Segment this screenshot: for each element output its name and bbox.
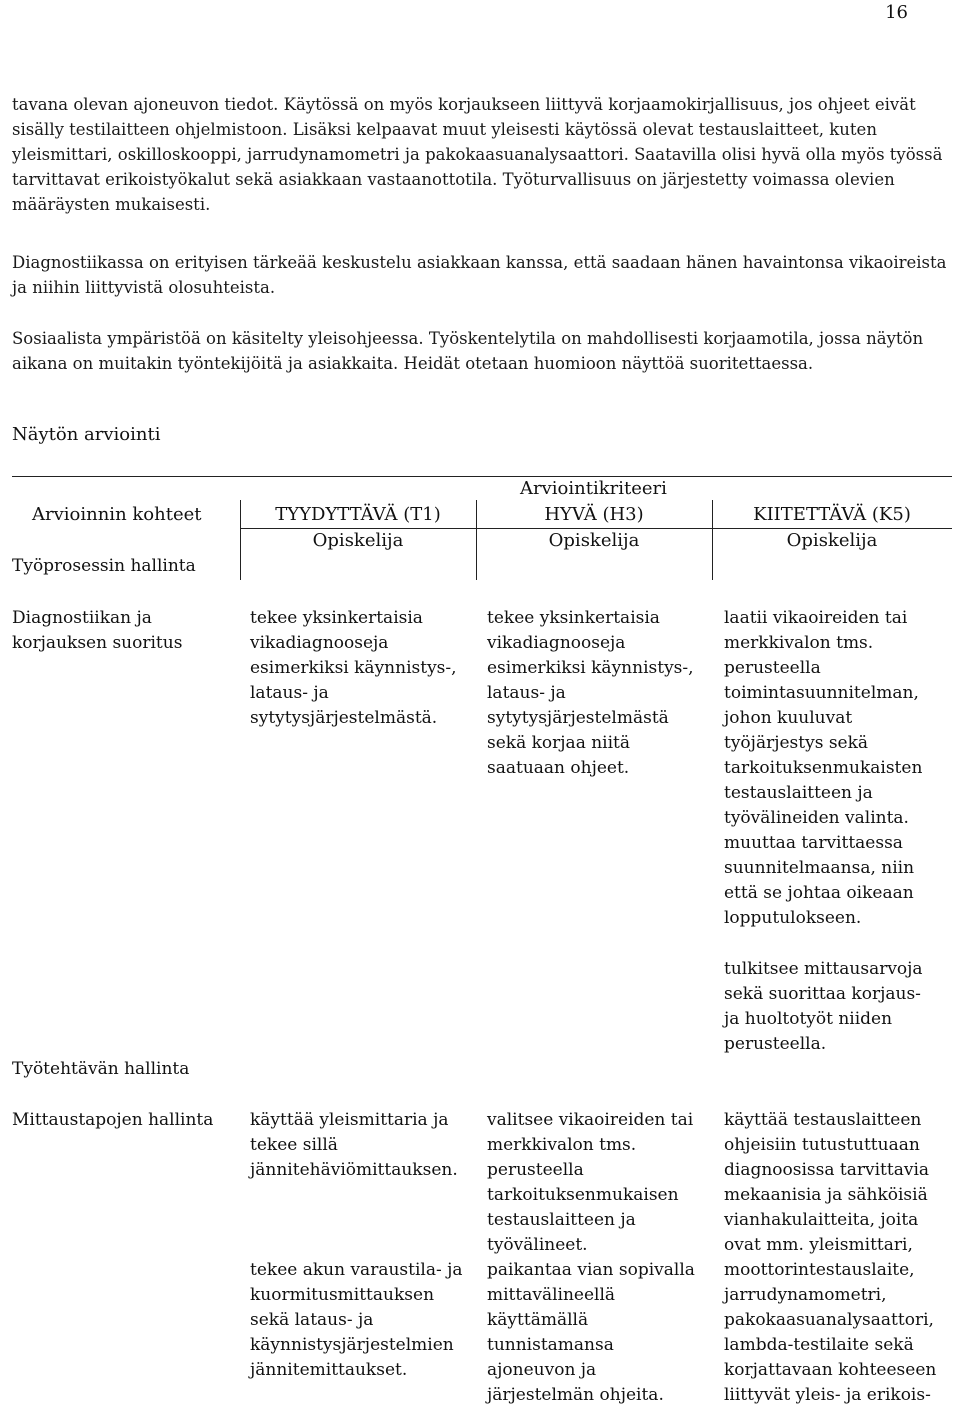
cell-h3-measurement-1: valitsee vikaoireiden tai merkkivalon tms. perusteella tarkoituksenmukaisen testauslaitteen ja työvälineet. <box>487 1110 694 1255</box>
role-label-h3: Opiskelija <box>548 530 640 551</box>
section-heading: Näytön arviointi <box>12 424 161 445</box>
cell-t1-diagnostics: tekee yksinkertaisia vikadiagnooseja esimerkiksi käynnistys-, lataus- ja sytytysjärjestelmästä. <box>250 608 457 728</box>
page-number: 16 <box>885 2 908 23</box>
cell-k5-measurement: käyttää testauslaitteen ohjeisiin tutustuttuaan diagnoosissa tarvittavia mekaanisia ja sähköisiä vianhakulaitteita, joita ovat mm. yleismittari, moottorintestauslaite, jarrudynamometri, pakokaasuanalysaattori, lambda-testilaite sekä korjattavaan kohteeseen liittyvät yleis- ja erikois- <box>724 1110 937 1405</box>
target-diagnostics: Diagnostiikan ja korjauksen suoritus <box>12 608 183 653</box>
cell-t1-measurement-2: tekee akun varaustila- ja kuormitusmittauksen sekä lataus- ja käynnistysjärjestelmien jännitemittaukset. <box>250 1260 463 1380</box>
level-header-h3: HYVÄ (H3) <box>544 504 644 525</box>
role-label-t1: Opiskelija <box>312 530 404 551</box>
cell-k5-diagnostics-3: tulkitsee mittausarvoja sekä suorittaa korjaus- ja huoltotyöt niiden perusteella. <box>724 959 923 1054</box>
cell-k5-diagnostics-1: laatii vikaoireiden tai merkkivalon tms. perusteella toimintasuunnitelman, johon kuuluvat työjärjestys sekä tarkoituksenmukaisten testauslaitteen ja työvälineiden valinta. <box>724 608 923 828</box>
table-top-rule <box>12 476 952 477</box>
cell-k5-diagnostics-2: muuttaa tarvittaessa suunnitelmaansa, niin että se johtaa oikeaan lopputulokseen. <box>724 833 915 928</box>
intro-paragraph-2: Diagnostiikassa on erityisen tärkeää keskustelu asiakkaan kanssa, että saadaan hänen havaintonsa vikaoireista ja niihin liittyvistä olosuhteista. <box>12 253 947 297</box>
section-title-work-process: Työprosessin hallinta <box>12 556 196 576</box>
section-title-task: Työtehtävän hallinta <box>12 1059 190 1079</box>
cell-h3-measurement-2: paikantaa vian sopivalla mittavälineellä käyttämällä tunnistamansa ajoneuvon ja järjestelmän ohjeita. <box>487 1260 695 1405</box>
intro-paragraph-3: Sosiaalista ympäristöä on käsitelty yleisohjeessa. Työskentelytila on mahdollisesti korjaamotila, jossa näytön aikana on muitakin työntekijöitä ja asiakkaita. Heidät otetaan huomioon näyttöä suoritettaessa. <box>12 329 924 373</box>
intro-paragraph-1: tavana olevan ajoneuvon tiedot. Käytössä on myös korjaukseen liittyvä korjaamokirjallisuus, jos ohjeet eivät sisälly testilaitteen ohjelmistoon. Lisäksi kelpaavat muut yleisesti käytössä olevat testauslaitteet, kuten yleismittari, oskilloskooppi, jarrudynamometri ja pakokaasuanalysaattori. Saatavilla olisi hyvä olla myös työssä tarvittavat erikoistyökalut sekä asiakkaan vastaanottotila. Työturvallisuus on järjestetty voimassa olevien määräysten mukaisesti. <box>12 95 943 214</box>
cell-t1-measurement-1: käyttää yleismittaria ja tekee sillä jännitehäviömittauksen. <box>250 1110 458 1180</box>
targets-header: Arvioinnin kohteet <box>32 504 202 525</box>
criteria-header: Arviointikriteeri <box>520 478 667 499</box>
level-header-t1: TYYDYTTÄVÄ (T1) <box>275 504 441 525</box>
role-label-k5: Opiskelija <box>786 530 878 551</box>
cell-h3-diagnostics: tekee yksinkertaisia vikadiagnooseja esimerkiksi käynnistys-, lataus- ja sytytysjärjestelmästä sekä korjaa niitä saatuaan ohjeet. <box>487 608 694 778</box>
level-header-k5: KIITETTÄVÄ (K5) <box>753 504 911 525</box>
target-measurement: Mittaustapojen hallinta <box>12 1110 214 1130</box>
